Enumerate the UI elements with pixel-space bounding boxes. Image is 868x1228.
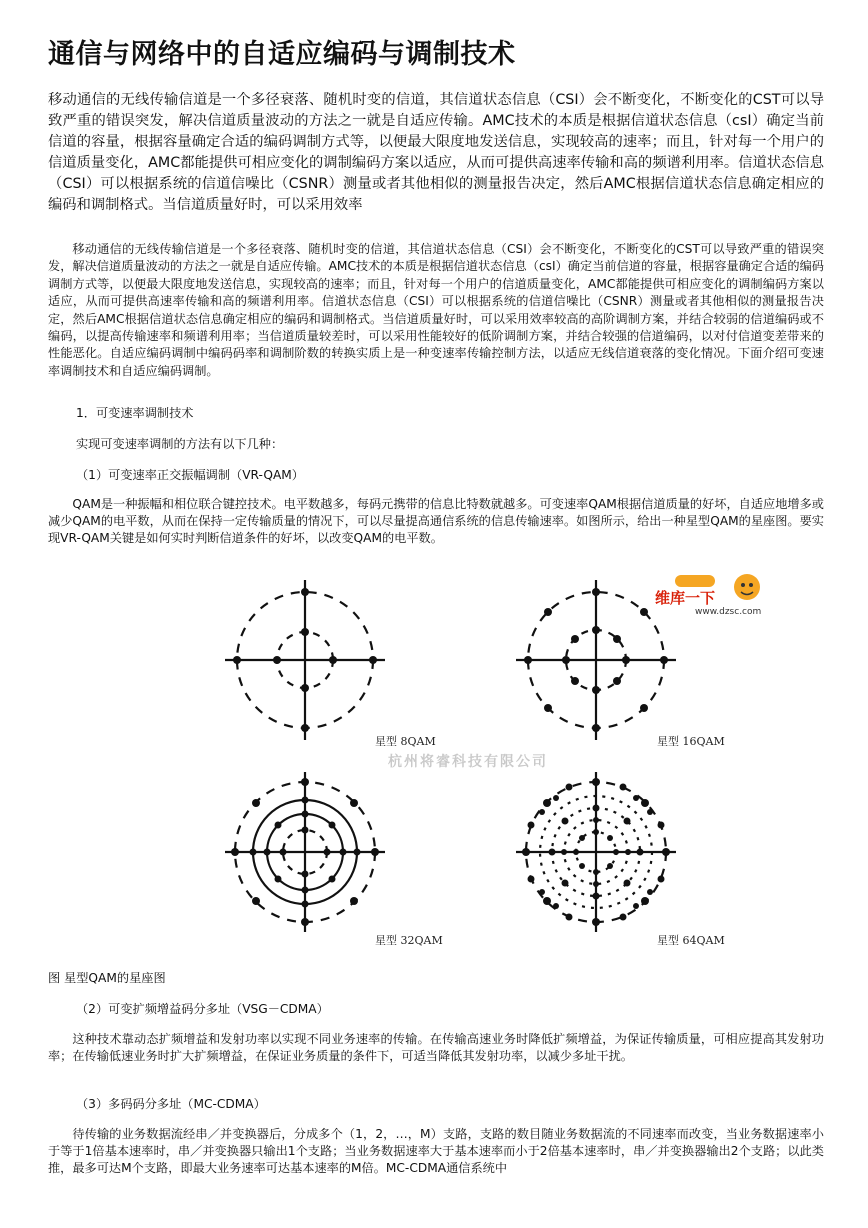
method-1-title: （1）可变速率正交振幅调制（VR-QAM） bbox=[76, 468, 304, 482]
star-16qam-diagram bbox=[516, 580, 676, 740]
watermark-url: www.dzsc.com bbox=[695, 607, 762, 617]
caption-64qam: 星型 64QAM bbox=[657, 934, 725, 947]
caption-32qam: 星型 32QAM bbox=[375, 934, 443, 947]
section-heading: 1．可变速率调制技术 bbox=[76, 406, 194, 420]
star-8qam-diagram bbox=[225, 580, 385, 740]
methods-intro: 实现可变速率调制的方法有以下几种： bbox=[76, 437, 284, 451]
watermark-company: 杭州将睿科技有限公司 bbox=[388, 754, 548, 770]
watermark-logo-text: 维库一下 bbox=[655, 589, 716, 607]
caption-16qam: 星型 16QAM bbox=[657, 735, 725, 748]
figure-caption: 图 星型QAM的星座图 bbox=[48, 971, 166, 985]
constellation-figure bbox=[213, 555, 773, 955]
method-1-text: QAM是一种振幅和相位联合键控技术。电平数越多，每码元携带的信息比特数就越多。可变速率QAM根据信道质量的好坏，自适应地增多或减少QAM的电平数，从而在保持一定传输质量的情况下，可以尽量提高通信系统的信息传输速率。如图所示，给出一种星型QAM的星座图。要实现VR-QAM关键是如何实时判断信道条件的好坏，以改变QAM的电平数。 bbox=[48, 497, 824, 545]
method-2-text: 这种技术靠动态扩频增益和发射功率以实现不同业务速率的传输。在传输高速业务时降低扩频增益，为保证传输质量，可相应提高其发射功率；在传输低速业务时扩大扩频增益，在保证业务质量的条件下，可适当降低其发射功率，以减少多址干扰。 bbox=[48, 1032, 824, 1063]
summary-paragraph: 移动通信的无线传输信道是一个多径衰落、随机时变的信道，其信道状态信息（CSI）会不断变化，不断变化的CST可以导致严重的错误突发，解决信道质量波动的方法之一就是自适应传输。AMC技术的本质是根据信道状态信息（csI）确定当前信道的容量，根据容量确定合适的编码调制方式等，以便最大限度地发送信息，实现较高的速率；而且，针对每一个用户的信道质量变化，AMC都能提供可相应变化的调制编码方案以适应，从而可提供高速率传输和高的频谱利用率。信道状态信息（CSI）可以根据系统的信道信噪比（CSNR）测量或者其他相似的测量报告决定，然后AMC根据信道状态信息确定相应的编码和调制格式。当信道质量好时，可以采用效率 bbox=[48, 92, 824, 213]
caption-8qam: 星型 8QAM bbox=[375, 735, 436, 748]
method-2-title: （2）可变扩频增益码分多址（VSG－CDMA） bbox=[76, 1002, 329, 1016]
method-3-text: 待传输的业务数据流经串／并变换器后，分成多个（1，2，…，M）支路，支路的数目随业务数据流的不同速率而改变，当业务数据速率小于等于1倍基本速率时，串／并变换器只输出1个支路；当业务数据速率大于基本速率而小于2倍基本速率时，串／并变换器输出2个支路；以此类推，最多可达M个支路，即最大业务速率可达基本速率的M倍。MC-CDMA通信系统中 bbox=[48, 1127, 824, 1175]
intro-paragraph: 移动通信的无线传输信道是一个多径衰落、随机时变的信道，其信道状态信息（CSI）会不断变化，不断变化的CST可以导致严重的错误突发，解决信道质量波动的方法之一就是自适应传输。AMC技术的本质是根据信道状态信息（csI）确定当前信道的容量，根据容量确定合适的编码调制方式等，以便最大限度地发送信息，实现较高的速率；而且，针对每一个用户的信道质量变化，AMC都能提供可相应变化的调制编码方案以适应，从而可提供高速率传输和高的频谱利用率。信道状态信息（CSI）可以根据系统的信道信噪比（CSNR）测量或者其他相似的测量报告决定，然后AMC根据信道状态信息确定相应的编码和调制格式。当信道质量好时，可以采用效率较高的高阶调制方案，并结合较弱的信道编码或不编码，以提高传输速率和频谱利用率；当信道质量较差时，可以采用性能较好的低阶调制方案，并结合较强的信道编码，以对付信道变差带来的性能恶化。自适应编码调制中编码码率和调制阶数的转换实质上是一种变速率传输控制方法，以适应无线信道衰落的变化情况。下面介绍可变速率调制技术和自适应编码调制。 bbox=[48, 242, 824, 378]
page-title: 通信与网络中的自适应编码与调制技术 bbox=[48, 39, 516, 70]
star-32qam-diagram bbox=[225, 772, 385, 932]
star-64qam-diagram bbox=[516, 772, 676, 932]
method-3-title: （3）多码码分多址（MC-CDMA） bbox=[76, 1097, 266, 1111]
watermark-logo bbox=[653, 569, 773, 623]
